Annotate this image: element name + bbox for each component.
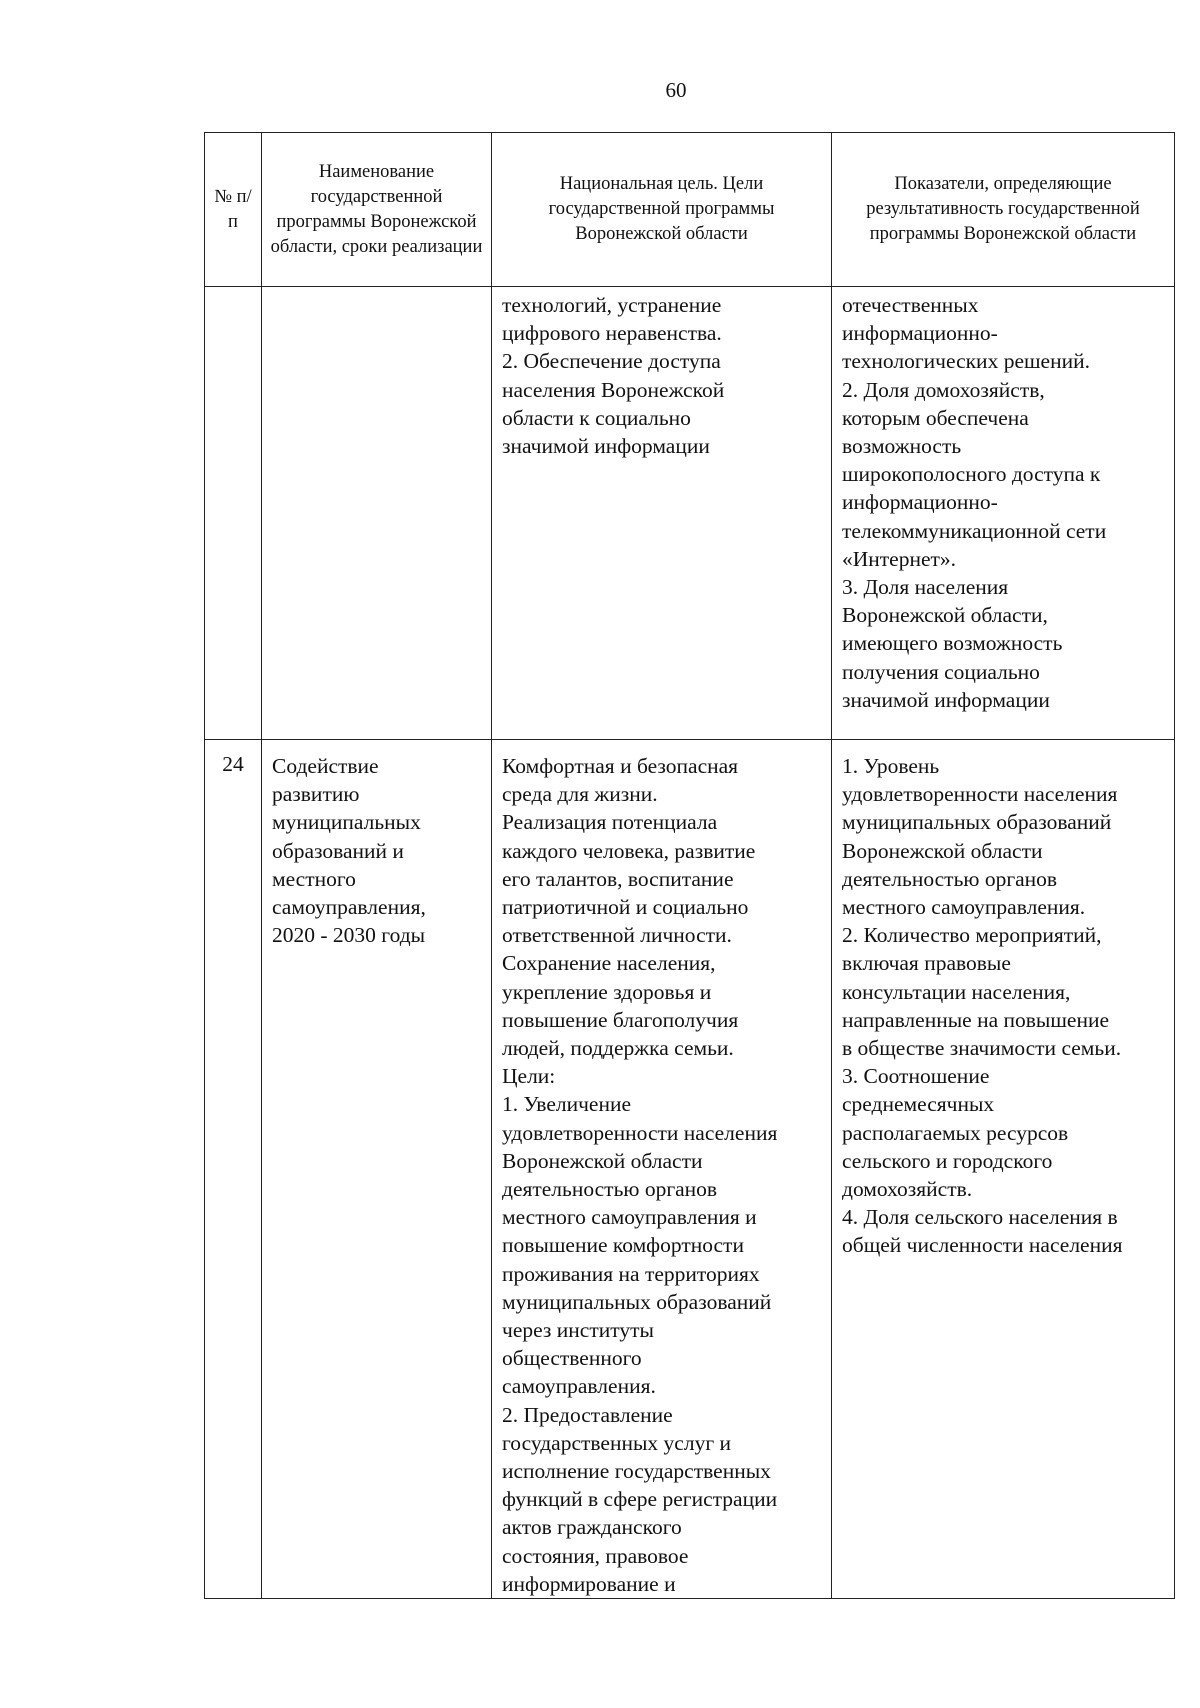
text-line: проживания на территориях (502, 1261, 760, 1286)
text-line: широкополосного доступа к (842, 462, 1101, 487)
text-line: Цели: (502, 1064, 556, 1089)
text-line: удовлетворенности населения (842, 782, 1118, 807)
text-line: 2. Обеспечение доступа (502, 349, 721, 374)
text-line: 2. Предоставление (502, 1402, 673, 1427)
text-line: информационно- (842, 490, 998, 515)
text-line: среда для жизни. (502, 782, 658, 807)
program-cell (262, 287, 492, 740)
text-line: информирование и (502, 1571, 676, 1596)
program-cell (262, 740, 492, 1599)
text-line: 4. Доля сельского населения в (842, 1205, 1118, 1230)
text-line: сельского и городского (842, 1148, 1053, 1173)
header-goals: Национальная цель. Цели государственной программы Воронежской области (492, 133, 832, 287)
text-line: в обществе значимости семьи. (842, 1036, 1122, 1061)
text-line: отечественных (842, 293, 979, 317)
text-line: получения социально (842, 659, 1040, 684)
text-line: актов гражданского (502, 1515, 682, 1540)
text-line: повышение комфортности (502, 1233, 744, 1258)
text-line: самоуправления. (502, 1374, 656, 1399)
text-line: патриотичной и социально (502, 895, 749, 920)
text-line: включая правовые (842, 951, 1011, 976)
text-line: населения Воронежской (502, 377, 725, 402)
text-line: технологий, устранение (502, 293, 722, 317)
text-line: состояния, правовое (502, 1543, 689, 1568)
text-line: деятельностью органов (842, 866, 1058, 891)
text-line: Воронежской области, (842, 603, 1048, 628)
text-line: удовлетворенности населения (502, 1120, 778, 1145)
row-number-cell (205, 287, 262, 740)
text-line: среднемесячных (842, 1092, 995, 1117)
table-header-row (205, 133, 1175, 287)
text-line: направленные на повышение (842, 1007, 1110, 1032)
header-indicators: Показатели, определяющие результативность государственной программы Воронежской области (832, 133, 1175, 287)
text-line: повышение благополучия (502, 1007, 739, 1032)
indicators-cell (832, 740, 1175, 1599)
programs-table (204, 132, 1175, 1599)
text-line: людей, поддержка семьи. (502, 1036, 734, 1061)
text-line: имеющего возможность (842, 631, 1063, 656)
text-line: Реализация потенциала (502, 810, 718, 835)
indicators-cell (832, 287, 1175, 740)
text-line: деятельностью органов (502, 1177, 718, 1202)
text-line: возможность (842, 434, 962, 459)
text-line: муниципальных (272, 810, 421, 835)
text-line: области к социально (502, 405, 691, 430)
text-line: государственных услуг и (502, 1430, 732, 1455)
text-line: развитию (272, 782, 360, 807)
text-line: 3. Соотношение (842, 1064, 990, 1089)
page-number: 60 (665, 78, 687, 102)
text-line: муниципальных образований (502, 1289, 772, 1314)
text-line: 3. Доля населения (842, 575, 1009, 600)
goals-cell (492, 740, 832, 1599)
text-line: общей численности населения (842, 1233, 1123, 1258)
text-line: располагаемых ресурсов (842, 1120, 1069, 1145)
table-row (205, 740, 1175, 1599)
text-line: телекоммуникационной сети (842, 518, 1107, 543)
text-line: консультации населения, (842, 979, 1071, 1004)
text-line: Воронежской области (842, 838, 1043, 863)
table-row (205, 287, 1175, 740)
text-line: местного самоуправления. (842, 895, 1086, 920)
text-line: 2. Количество мероприятий, (842, 923, 1102, 948)
text-line: 2. Доля домохозяйств, (842, 377, 1045, 402)
text-line: домохозяйств. (842, 1177, 973, 1202)
text-line: 1. Уровень (842, 754, 940, 778)
goals-cell (492, 287, 832, 740)
text-line: через институты (502, 1318, 654, 1343)
text-line: цифрового неравенства. (502, 321, 722, 346)
text-line: местного (272, 866, 356, 891)
text-line: образований и (272, 838, 404, 863)
text-line: каждого человека, развитие (502, 838, 756, 863)
text-line: 2020 - 2030 годы (272, 923, 426, 948)
header-number: № п/п (205, 133, 262, 287)
text-line: укрепление здоровья и (502, 979, 712, 1004)
row-number-cell: 24 (205, 740, 262, 1599)
text-line: значимой информации (842, 687, 1050, 712)
text-line: Комфортная и безопасная (502, 754, 739, 778)
text-line: Воронежской области (502, 1148, 703, 1173)
text-line: 1. Увеличение (502, 1092, 632, 1117)
text-line: исполнение государственных (502, 1459, 771, 1484)
text-line: местного самоуправления и (502, 1205, 757, 1230)
text-line: ответственной личности. (502, 923, 732, 948)
text-line: Сохранение населения, (502, 951, 716, 976)
text-line: информационно- (842, 321, 998, 346)
text-line: его талантов, воспитание (502, 866, 734, 891)
text-line: «Интернет». (842, 546, 957, 571)
text-line: функций в сфере регистрации (502, 1487, 778, 1512)
text-line: муниципальных образований (842, 810, 1112, 835)
header-program: Наименование государственной программы Воронежской области, сроки реализации (262, 133, 492, 287)
text-line: общественного (502, 1346, 642, 1371)
text-line: самоуправления, (272, 895, 426, 920)
text-line: технологических решений. (842, 349, 1090, 374)
text-line: значимой информации (502, 434, 710, 459)
text-line: Содействие (272, 754, 379, 778)
text-line: которым обеспечена (842, 405, 1029, 430)
